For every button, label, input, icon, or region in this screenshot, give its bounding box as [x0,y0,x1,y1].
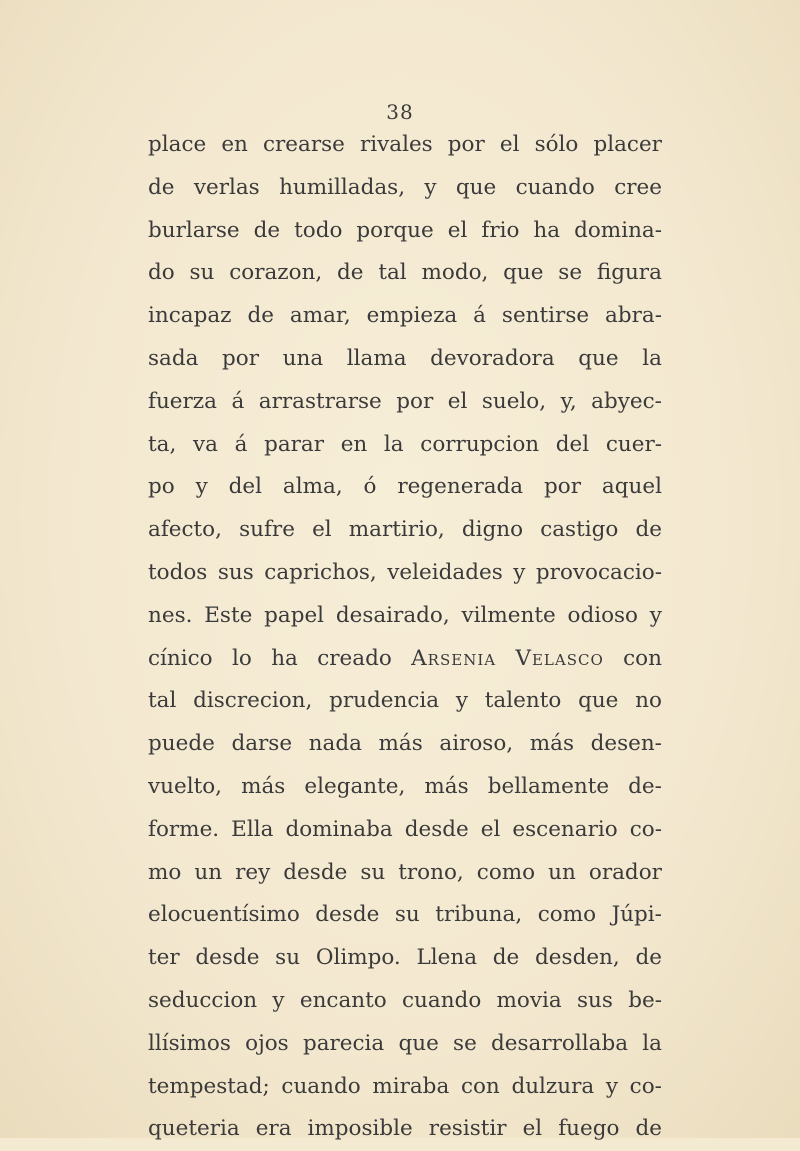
word: forme. [148,816,220,842]
word: regenerada [397,474,524,500]
word: encanto [299,987,387,1013]
word: sufre [239,517,295,543]
word: airoso, [439,731,514,757]
text-line [148,595,662,638]
word: la [383,431,404,457]
word: parar [264,431,325,457]
word: á [473,303,486,329]
word: de [635,517,662,543]
text-line [148,680,662,723]
word: verlas [193,174,260,200]
word: no [635,688,662,714]
word: ta, [148,431,177,457]
word: arrastrarse [258,388,382,414]
page-number: 38 [386,100,414,124]
text-line [148,638,662,681]
word: de [148,174,175,200]
word: bellamente [487,773,610,799]
word: tribuna, [435,902,523,928]
text-line [148,766,662,809]
word: una [282,345,324,371]
word: como [476,859,536,885]
text-line [148,295,662,338]
word: dominaba [285,816,393,842]
word: llama [346,345,407,371]
word: ter [148,945,180,971]
word: de [635,1116,662,1142]
word: corazon, [229,260,323,286]
text-line [148,1108,662,1151]
word: de- [628,773,662,799]
text-line [148,723,662,766]
word: vuelto, [148,773,223,799]
text-line [148,252,662,295]
word: desde [283,859,348,885]
word: por [222,345,260,371]
word: llísimos [148,1030,231,1056]
word: el [312,517,332,543]
word: el [447,217,468,243]
word: va [192,431,218,457]
word: humilladas, [279,174,406,200]
word: sentirse [501,303,590,329]
word: nada [308,731,362,757]
text-line [148,552,662,595]
word: que [398,1030,439,1056]
word: por [447,132,485,157]
word: escenario [512,816,618,842]
word: castigo [540,517,619,543]
word: la [642,345,662,371]
word: y, [560,388,577,414]
word: todo [294,217,343,243]
word: su [360,859,386,885]
word: desairado, [335,602,450,628]
word: tempestad; [148,1073,270,1099]
text-line [148,381,662,424]
word: po [148,474,175,500]
word: con [623,645,662,671]
word: sólo [534,132,579,157]
word: su [275,945,301,971]
word: figura [596,260,662,286]
word: y [195,474,208,500]
word: fuego [558,1116,620,1142]
word: incapaz [148,303,232,329]
word: el [499,132,520,157]
word: más [424,773,469,799]
word: devoradora [430,345,555,371]
word: Llena [416,945,478,971]
word: elocuentísimo [148,902,300,928]
word: burlarse [148,217,240,243]
word: cuando [515,174,595,200]
word: de [337,260,364,286]
word: veleidades [387,559,503,585]
word: por [544,474,582,500]
word: Este [204,602,253,628]
text-line [148,894,662,937]
text-line [148,980,662,1023]
word: afecto, [148,517,222,543]
word: de [253,217,281,243]
word: el [522,1116,543,1142]
text-line [148,852,662,895]
word: queteria [148,1116,240,1142]
text-line [148,937,662,980]
word: lo [232,645,252,671]
word: papel [264,602,325,628]
word: parecia [302,1030,385,1056]
word: Ella [231,816,274,842]
word: aquel [601,474,662,500]
word: y [455,688,469,714]
word: Olimpo. [315,945,401,971]
word: fuerza [148,388,217,414]
text-line [148,509,662,552]
word: el [447,388,468,414]
word: todos [148,559,208,585]
word: frio [481,217,520,243]
word: que [578,345,619,371]
word: más [241,773,286,799]
word: miraba [372,1073,450,1099]
word: cree [614,174,662,200]
word: ojos [245,1030,289,1056]
word: amar, [289,303,351,329]
word: movia [496,987,562,1013]
word: ha [271,645,298,671]
word: desde [195,945,260,971]
word: domina- [574,217,662,243]
word: creado [317,645,392,671]
text-line [148,1023,662,1066]
word: del [555,431,590,457]
word: su [394,902,420,928]
word: y [513,559,526,585]
word: á [231,388,245,414]
word: cuando [402,987,482,1013]
word: en [340,431,368,457]
word: orador [588,859,662,885]
text-line [148,167,662,210]
word: martirio, [348,517,445,543]
word: co- [629,1073,662,1099]
word: de [492,945,520,971]
word: tal [148,688,177,714]
word: por [396,388,434,414]
word: desde [404,816,469,842]
word: vilmente [461,602,556,628]
word: que [503,260,544,286]
word: sada [148,345,199,371]
word: cuer- [605,431,662,457]
word: digno [461,517,524,543]
word: prudencia [329,688,440,714]
word: trono, [398,859,464,885]
word: más [529,731,574,757]
text-line [148,124,662,167]
word: en [221,132,248,157]
word: alma, [282,474,343,500]
word: abyec- [591,388,662,414]
word: ha [533,217,561,243]
text-line [148,424,662,467]
word: desden, [535,945,620,971]
word: un [194,859,223,885]
word: dulzura [511,1073,595,1099]
word: cuando [281,1073,361,1099]
word: sus [217,559,254,585]
word: imposible [307,1116,413,1142]
word: crearse [262,132,345,157]
word: con [460,1073,500,1099]
word: be- [628,987,662,1013]
text-line [148,809,662,852]
word: caprichos, [264,559,377,585]
word: desen- [590,731,662,757]
text-line [148,466,662,509]
word: Arsenia [411,645,497,671]
word: la [642,1030,662,1056]
word: de [247,303,274,329]
word: que [578,688,619,714]
word: rivales [359,132,433,157]
word: se [558,260,583,286]
word: odioso [567,602,639,628]
word: mo [148,859,182,885]
word: que [455,174,497,200]
word: de [635,945,662,971]
word: place [148,132,207,157]
text-line [148,210,662,253]
word: ó [363,474,377,500]
word: placer [593,132,662,157]
word: porque [356,217,434,243]
word: desde [315,902,380,928]
word: puede [148,731,215,757]
word: Velasco [515,645,604,671]
word: nes. [148,602,193,628]
word: empieza [366,303,458,329]
word: provocacio- [535,559,662,585]
word: del [228,474,263,500]
word: y [605,1073,619,1099]
word: modo, [421,260,489,286]
word: darse [231,731,293,757]
word: desarrollaba [491,1030,629,1056]
word: talento [484,688,562,714]
word: Júpi- [611,902,662,928]
word: elegante, [304,773,406,799]
word: tal [378,260,407,286]
word: y [649,602,662,628]
word: su [189,260,215,286]
word: seduccion [148,987,258,1013]
body-text [148,124,662,1151]
word: abra- [605,303,662,329]
word: se [453,1030,477,1056]
word: más [378,731,423,757]
word: un [548,859,576,885]
word: como [537,902,597,928]
word: rey [235,859,271,885]
word: y [424,174,437,200]
word: co- [629,816,662,842]
word: corrupcion [420,431,540,457]
word: á [234,431,248,457]
word: el [480,816,501,842]
word: do [148,260,175,286]
text-line [148,338,662,381]
word: y [272,987,285,1013]
word: resistir [428,1116,507,1142]
word: sus [577,987,613,1013]
word: era [255,1116,292,1142]
word: discrecion, [193,688,313,714]
word: cínico [148,645,213,671]
text-line [148,1066,662,1109]
word: suelo, [481,388,547,414]
